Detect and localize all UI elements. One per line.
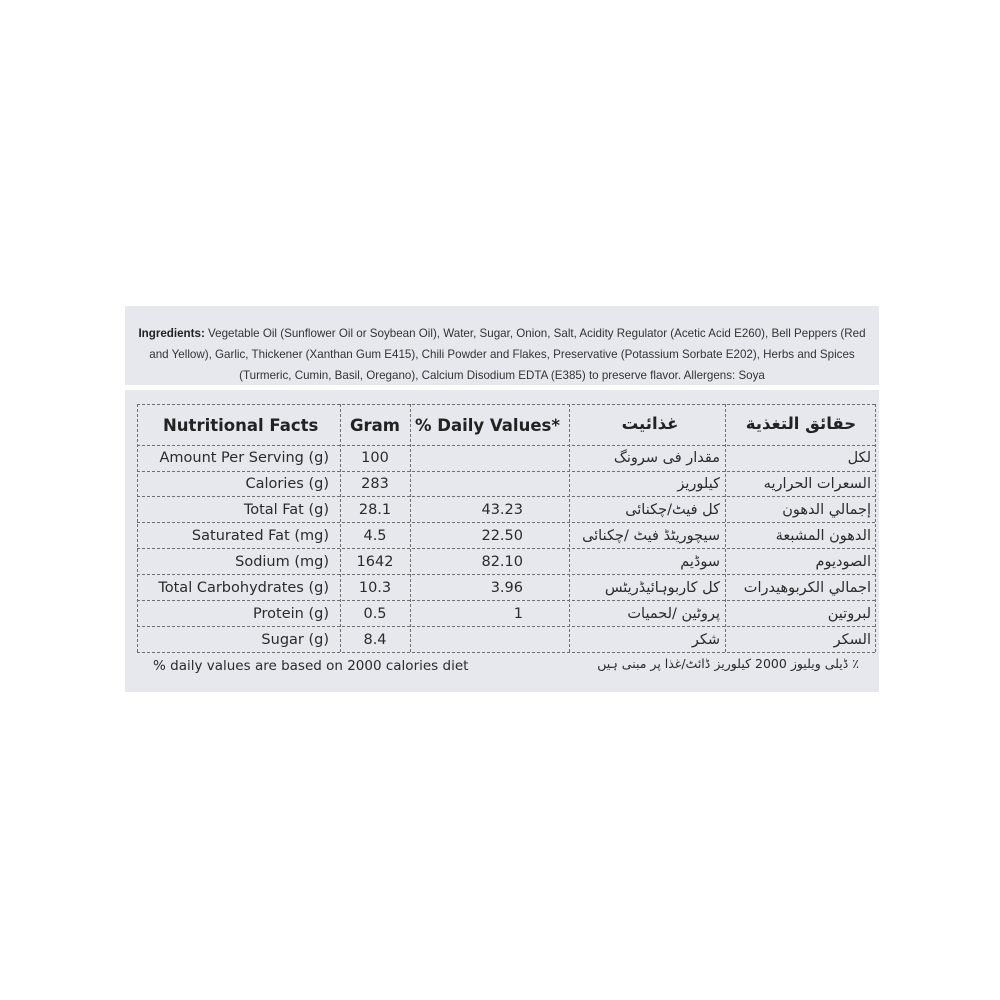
row-name: Sugar (g) [261,632,329,648]
row-name: Protein (g) [253,606,329,622]
row-name: Amount Per Serving (g) [159,450,329,466]
row-urdu: مقدار فی سرونگ [613,450,720,466]
row-urdu: کیلوریز [677,476,720,492]
row-arabic: لبروتين [827,606,871,622]
footer-note-english: % daily values are based on 2000 calories diet [153,658,469,674]
row-arabic: إجمالي الدهون [782,502,871,518]
table-line [137,404,875,405]
row-name: Calories (g) [245,476,329,492]
header-urdu: غذائیت [621,414,679,433]
row-arabic: السكر [833,632,871,648]
row-gram: 0.5 [363,606,387,622]
row-gram: 283 [361,476,389,492]
table-line [137,652,875,653]
row-urdu: شکر [691,632,720,648]
table-line [137,626,875,627]
row-arabic: لكل [847,450,871,466]
row-arabic: الدهون المشبعة [775,528,871,544]
row-gram: 8.4 [363,632,387,648]
row-daily-value: 82.10 [481,554,523,570]
table-line [410,404,411,652]
footer-note-urdu: ٪ ڈیلی ویلیوز 2000 کیلوریز ڈائٹ/غذا پر مبنی ہیں [597,656,859,671]
row-urdu: سیچوریٹڈ فیٹ /چکنائی [582,528,720,544]
row-daily-value: 22.50 [481,528,523,544]
row-gram: 4.5 [363,528,387,544]
row-name: Sodium (mg) [235,554,329,570]
table-line [137,548,875,549]
row-name: Total Fat (g) [243,502,329,518]
header-gram: Gram [349,416,400,435]
table-line [137,445,875,446]
ingredients-label: Ingredients: [138,327,205,340]
ingredients-text: Vegetable Oil (Sunflower Oil or Soybean Oil), Water, Sugar, Onion, Salt, Acidity Regulator (Acetic Acid E260), Bell Peppers (Red and Yellow), Garlic, Thickener (Xanthan Gum E415), Chili Powder and Flakes, Preservative (Potassium Sorbate E202), Herbs and Spices (Turmeric, Cumin, Basil, Oregano), Calcium Disodium EDTA (E385) to preserve flavor. Allergens: Soya [149,327,866,382]
row-urdu: کل فیٹ/چکنائی [625,502,720,518]
row-name: Total Carbohydrates (g) [158,580,329,596]
table-line [569,404,570,652]
header-daily-values: % Daily Values* [415,416,560,435]
row-arabic: اجمالي الكربوهيدرات [743,580,871,596]
row-urdu: پروٹین /لحمیات [627,606,720,622]
header-nutritional-facts: Nutritional Facts [163,416,319,435]
nutrition-label [125,306,879,692]
table-line [137,471,875,472]
header-arabic: حقائق التغذية [745,414,857,433]
row-daily-value: 3.96 [490,580,523,596]
table-line [137,600,875,601]
row-gram: 1642 [356,554,394,570]
row-daily-value: 1 [513,606,523,622]
row-gram: 28.1 [358,502,392,518]
row-arabic: الصوديوم [815,554,871,570]
row-urdu: کل کاربوہائیڈریٹس [604,580,720,596]
table-line [875,404,876,652]
row-gram: 10.3 [358,580,392,596]
row-daily-value: 43.23 [481,502,523,518]
table-line [725,404,726,652]
table-line [137,496,875,497]
row-arabic: السعرات الحراريه [763,476,871,492]
table-line [137,574,875,575]
table-line [137,522,875,523]
row-urdu: سوڈیم [680,554,720,570]
row-name: Saturated Fat (mg) [191,528,329,544]
nutrition-table [125,306,879,692]
row-gram: 100 [361,450,389,466]
